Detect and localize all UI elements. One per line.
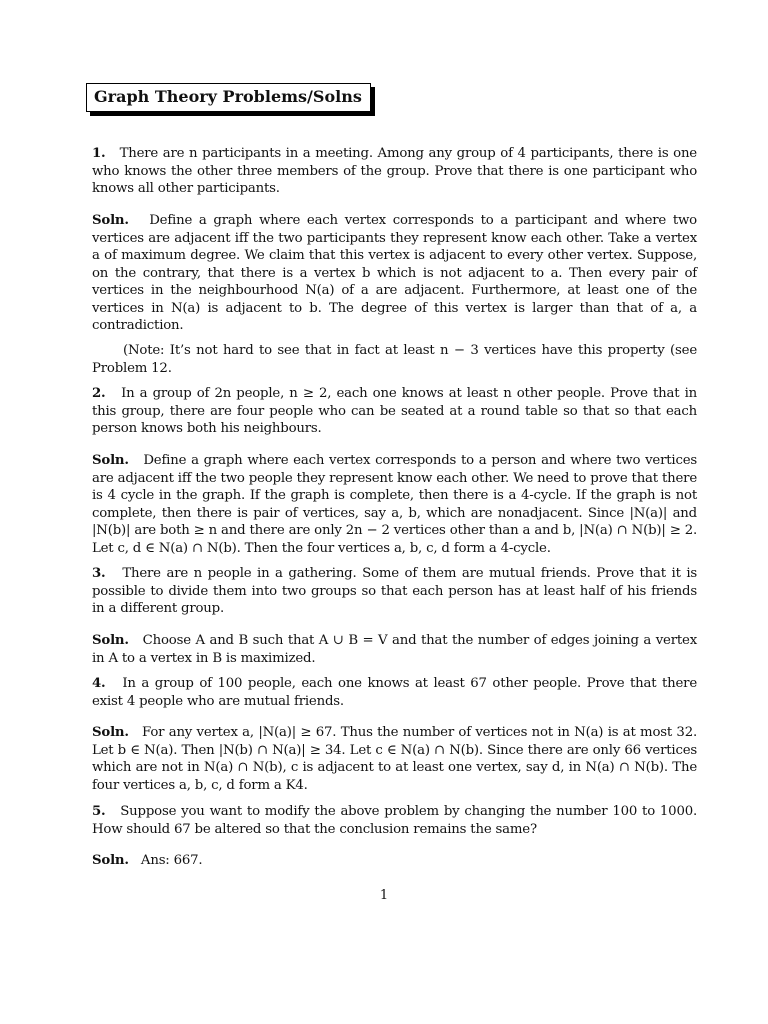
block-text: In a group of 100 people, each one knows at least 67 other people. Prove that there exist 4 people who are mutual friends. bbox=[92, 676, 697, 709]
problem-3 bbox=[92, 565, 697, 618]
block-text: There are n participants in a meeting. Among any group of 4 participants, there is one who knows the other three members of the group. Prove that there is one participant who knows all other participants. bbox=[92, 146, 697, 196]
block-label: 4. bbox=[92, 676, 106, 691]
block-text: (Note: It’s not hard to see that in fact at least n − 3 vertices have this property (see Problem 12. bbox=[92, 343, 697, 376]
block-label: 5. bbox=[92, 804, 106, 819]
page-title: Graph Theory Problems/Solns bbox=[86, 83, 371, 112]
page-number: 1 bbox=[379, 888, 389, 903]
solution-5 bbox=[92, 852, 697, 870]
solution-1 bbox=[92, 212, 697, 335]
block-text: In a group of 2n people, n ≥ 2, each one knows at least n other people. Prove that in this group, there are four people who can be seated at a round table so that so that each person knows both his neighbours. bbox=[92, 386, 697, 436]
solution-1-note bbox=[92, 342, 697, 377]
block-text: Suppose you want to modify the above problem by changing the number 100 to 1000. How should 67 be altered so that the conclusion remains the same? bbox=[92, 804, 697, 837]
block-text: Ans: 667. bbox=[140, 853, 203, 868]
solution-4 bbox=[92, 724, 697, 794]
block-label: Soln. bbox=[92, 853, 129, 868]
block-label: Soln. bbox=[92, 453, 129, 468]
block-text: Define a graph where each vertex corresponds to a person and where two vertices are adjacent iff the two people they represent know each other. We need to prove that there is 4 cycle in the graph. If the graph is complete, then there is a 4-cycle. If the graph is not complete, then there is pair of vertices, say a, b, which are nonadjacent. Since |N(a)| and |N(b)| are both ≥ n and there are only 2n − 2 vertices other than a and b, |N(a) ∩ N(b)| ≥ 2. Let c, d ∈ N(a) ∩ N(b). Then the four vertices a, b, c, d form a 4-cycle. bbox=[92, 453, 697, 556]
solution-3 bbox=[92, 632, 697, 667]
block-text: For any vertex a, |N(a)| ≥ 67. Thus the number of vertices not in N(a) is at most 32. Let b ∈ N(a). Then |N(b) ∩ N(a)| ≥ 34. Let c ∈ N(a) ∩ N(b). Since there are only 66 vertices which are not in N(a) ∩ N(b), c is adjacent to at least one vertex, say d, in N(a) ∩ N(b). The four vertices a, b, c, d form a K4. bbox=[92, 725, 697, 793]
block-label: 1. bbox=[92, 146, 106, 161]
solution-2 bbox=[92, 452, 697, 557]
block-label: 2. bbox=[92, 386, 106, 401]
block-text: Define a graph where each vertex corresponds to a participant and where two vertices are adjacent iff the two participants they represent know each other. Take a vertex a of maximum degree. We claim that this vertex is adjacent to every other vertex. Suppose, on the contrary, that there is a vertex b which is not adjacent to a. Then every pair of vertices in the neighbourhood N(a) of a are adjacent. Furthermore, at least one of the vertices in N(a) is adjacent to b. The degree of this vertex is larger than that of a, a contradiction. bbox=[92, 213, 697, 333]
block-label: Soln. bbox=[92, 213, 129, 228]
block-text: There are n people in a gathering. Some of them are mutual friends. Prove that it is possible to divide them into two groups so that each person has at least half of his friends in a different group. bbox=[92, 566, 698, 616]
block-label: Soln. bbox=[92, 725, 129, 740]
problem-1 bbox=[92, 145, 697, 198]
problem-4 bbox=[92, 675, 697, 710]
block-label: 3. bbox=[92, 566, 106, 581]
problem-2 bbox=[92, 385, 697, 438]
problem-5 bbox=[92, 803, 697, 838]
block-label: Soln. bbox=[92, 633, 129, 648]
block-text: Choose A and B such that A ∪ B = V and that the number of edges joining a vertex in A to a vertex in B is maximized. bbox=[92, 633, 697, 666]
